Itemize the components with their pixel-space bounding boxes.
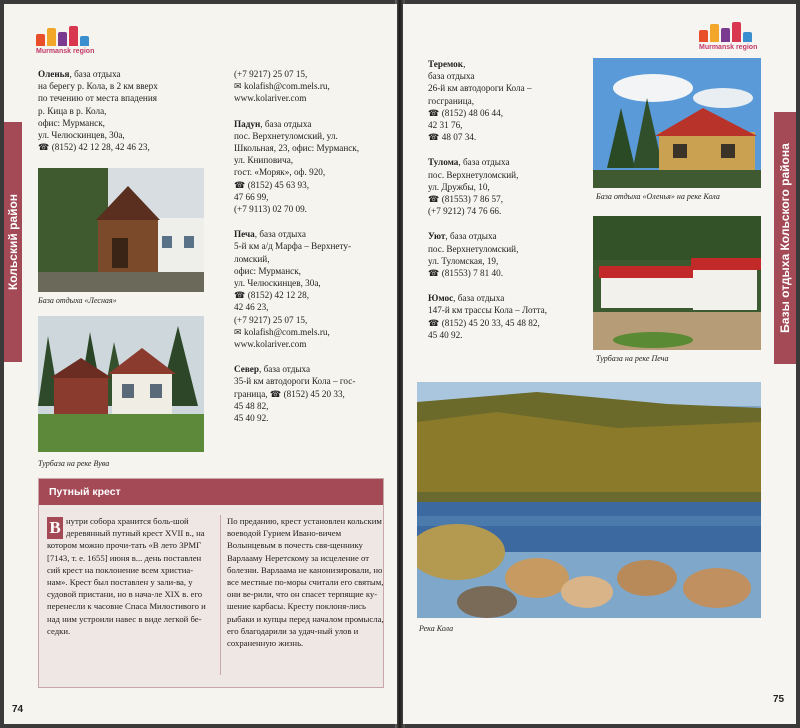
listing-text: , база отдыха xyxy=(260,118,312,129)
listing-text: ☎ (8152) 45 63 93, xyxy=(234,179,309,190)
listing-heading: Юмос xyxy=(428,293,454,304)
listing-heading: Уют xyxy=(428,231,446,242)
listing-text: границa, ☎ (8152) 45 20 33, xyxy=(234,388,345,399)
listing-text: Школьная, 23, офис: Мурманск, xyxy=(234,143,360,154)
listing-text: ул. Туломская, 19, xyxy=(428,255,499,266)
listing-text: 45 40 92. xyxy=(234,413,269,424)
listing-olenya xyxy=(38,68,208,153)
photo-caption: База отдыха «Оленья» на реке Кола xyxy=(596,192,720,201)
listing-text: , база отдыха xyxy=(445,231,497,242)
listing-text: 5-й км а/д Марфа – Верхнету- xyxy=(234,241,352,252)
listing-text: пос. Верхнетуломский, xyxy=(428,169,519,180)
listing-tuloma xyxy=(428,156,598,217)
side-tab xyxy=(4,122,22,362)
box-divider xyxy=(220,515,221,675)
listing-text: 35-й км автодороги Кола – гос- xyxy=(234,376,356,387)
box-title: Путный крест xyxy=(39,479,383,505)
listing-text: по течению от места впадения xyxy=(38,93,157,104)
listing-text: ☎ (81553) 7 86 57, xyxy=(428,194,503,205)
listing-padun xyxy=(234,118,394,216)
photo-olenya xyxy=(593,58,761,188)
listing-text: ул. Книповича, xyxy=(234,155,294,166)
listing-text: , база отдыха xyxy=(69,69,121,79)
listing-line-1 xyxy=(38,68,208,80)
listing-text: гост. «Моряк», оф. 920, xyxy=(234,167,326,178)
side-tab-label: Кольский район xyxy=(6,193,20,291)
listing-text: база отдыха xyxy=(428,71,475,82)
side-tab-label: Базы отдыха Кольского района xyxy=(778,143,793,333)
listing-text: 45 40 92. xyxy=(428,329,463,340)
listing-yumos xyxy=(428,292,598,341)
listing-text: пос. Верхнетуломский, xyxy=(428,243,519,254)
listing-text: www.kolariver.com xyxy=(234,93,307,104)
listing-text: (+7 9113) 02 70 09. xyxy=(234,204,307,215)
listing-heading: Падун xyxy=(234,118,261,129)
listing-text: офис: Мурманск, xyxy=(38,117,105,128)
photo-vuva xyxy=(38,316,204,452)
murmansk-logo xyxy=(36,26,106,62)
box-text: По преданию, крест установлен кольским воеводой Гурием Ивано-вичем Волынцевым в почесть свя-щеннику Варлааму Неретскому за исцеление от болезни. Варлаама не канонизировали, но все местные по-моры считали его святым, они ве-рили, что он спасет терпящие ку-шение карбасы. Кресту поклоня-лись рыбаки и купцы перед началом промысла, его благодарили за удач-ный улов и сохраненную жизнь. xyxy=(227,516,384,649)
photo-kola-river xyxy=(417,382,761,618)
listing-text: ✉ kolafish@com.mels.ru, xyxy=(234,81,330,92)
listing-pecha xyxy=(234,228,394,350)
listing-heading: Север xyxy=(234,364,259,375)
listing-heading: Оленья xyxy=(38,69,70,79)
logo-caption: Murmansk region xyxy=(36,48,95,55)
photo-pecha xyxy=(593,216,761,350)
listing-text: ☎ 48 07 34. xyxy=(428,132,477,143)
dropcap: В xyxy=(47,517,63,539)
box-column-2 xyxy=(227,515,392,649)
listing-block xyxy=(234,68,394,105)
photo-caption: База отдыха «Лесная» xyxy=(38,296,117,305)
left-page xyxy=(4,4,397,724)
listing-text: 47 66 99, xyxy=(234,191,269,202)
listing-text: ✉ kolafish@com.mels.ru, xyxy=(234,326,330,337)
listing-column xyxy=(428,58,598,341)
logo-caption: Murmansk region xyxy=(699,44,758,51)
side-tab xyxy=(774,112,796,364)
listing-heading: Тулома xyxy=(428,157,459,168)
listing-text: на берегу р. Кола, в 2 км вверх xyxy=(38,81,158,92)
listing-text: , база отдыха xyxy=(458,157,510,168)
listing-text: госграница, xyxy=(428,95,475,106)
listing-text: 42 46 23, xyxy=(234,302,269,313)
listing-text: (+7 9217) 25 07 15, xyxy=(234,314,308,325)
listing-text: 147-й км трассы Кола – Лотта, xyxy=(428,305,548,316)
listing-heading: Печа xyxy=(234,229,255,240)
listing-heading: Теремок xyxy=(428,59,464,69)
photo-caption: Река Кола xyxy=(419,624,454,633)
photo-caption: Турбаза на реке Вува xyxy=(38,459,110,468)
box-text: нутри собора хранится боль-шой деревянный путный крест XVII в., на котором можно прочи-тать «В лето 3РМГ [7143, т. е. 1655] июня в... день поставлен сий крест на поклонение всем христиа-нам». Крест был поставлен у зали-ва, у судовой пристани, но в нача-ле XIX в. его перенесли к часовне Спаса Милостивого и над ним устроили навес в виде легкой бе-седки. xyxy=(47,516,206,636)
listing-text: ул. Челюскинцев, 30а, xyxy=(234,278,321,289)
listing-text: ул. Дружбы, 10, xyxy=(428,181,490,192)
listing-text: 42 31 76, xyxy=(428,120,463,131)
listing-text: , база отдыха xyxy=(453,293,505,304)
listing-uyut xyxy=(428,230,598,279)
murmansk-logo xyxy=(699,22,769,58)
listing-text: , xyxy=(463,59,466,69)
listing-text: ☎ (8152) 48 06 44, xyxy=(428,107,503,118)
right-page xyxy=(403,4,796,724)
listing-column-2 xyxy=(234,68,394,424)
listing-text: (+7 9217) 25 07 15, xyxy=(234,69,308,79)
page-number: 74 xyxy=(12,704,24,715)
listing-text: 45 48 82, xyxy=(234,400,269,411)
photo-lesnaya xyxy=(38,168,204,292)
listing-text: ☎ (8152) 45 20 33, 45 48 82, xyxy=(428,317,540,328)
page-number: 75 xyxy=(773,694,785,705)
listing-text: www.kolariver.com xyxy=(234,339,307,350)
listing-teremok xyxy=(428,58,598,143)
box-column-1 xyxy=(47,515,212,637)
listing-text: ☎ (81553) 7 81 40. xyxy=(428,268,503,279)
listing-text: 26-й км автодороги Кола – xyxy=(428,83,532,94)
listing-text: р. Кица в р. Кола, xyxy=(38,105,107,116)
listing-sever xyxy=(234,363,394,424)
listing-text: ул. Челюскинцев, 30а, xyxy=(38,130,125,141)
listing-text: , база отдыха xyxy=(258,364,311,375)
listing-text: , база отдыха xyxy=(254,229,306,240)
listing-text: пос. Верхнетуломский, ул. xyxy=(234,130,338,141)
listing-text: офис: Мурманск, xyxy=(234,265,301,276)
sidebar-box xyxy=(38,478,384,688)
listing-text: (+7 9212) 74 76 66. xyxy=(428,206,502,217)
listing-text: ломский, xyxy=(234,253,270,264)
listing-text: ☎ (8152) 42 12 28, 42 46 23, xyxy=(38,142,150,153)
listing-text: ☎ (8152) 42 12 28, xyxy=(234,290,309,301)
photo-caption: Турбаза на реке Печа xyxy=(596,354,669,363)
